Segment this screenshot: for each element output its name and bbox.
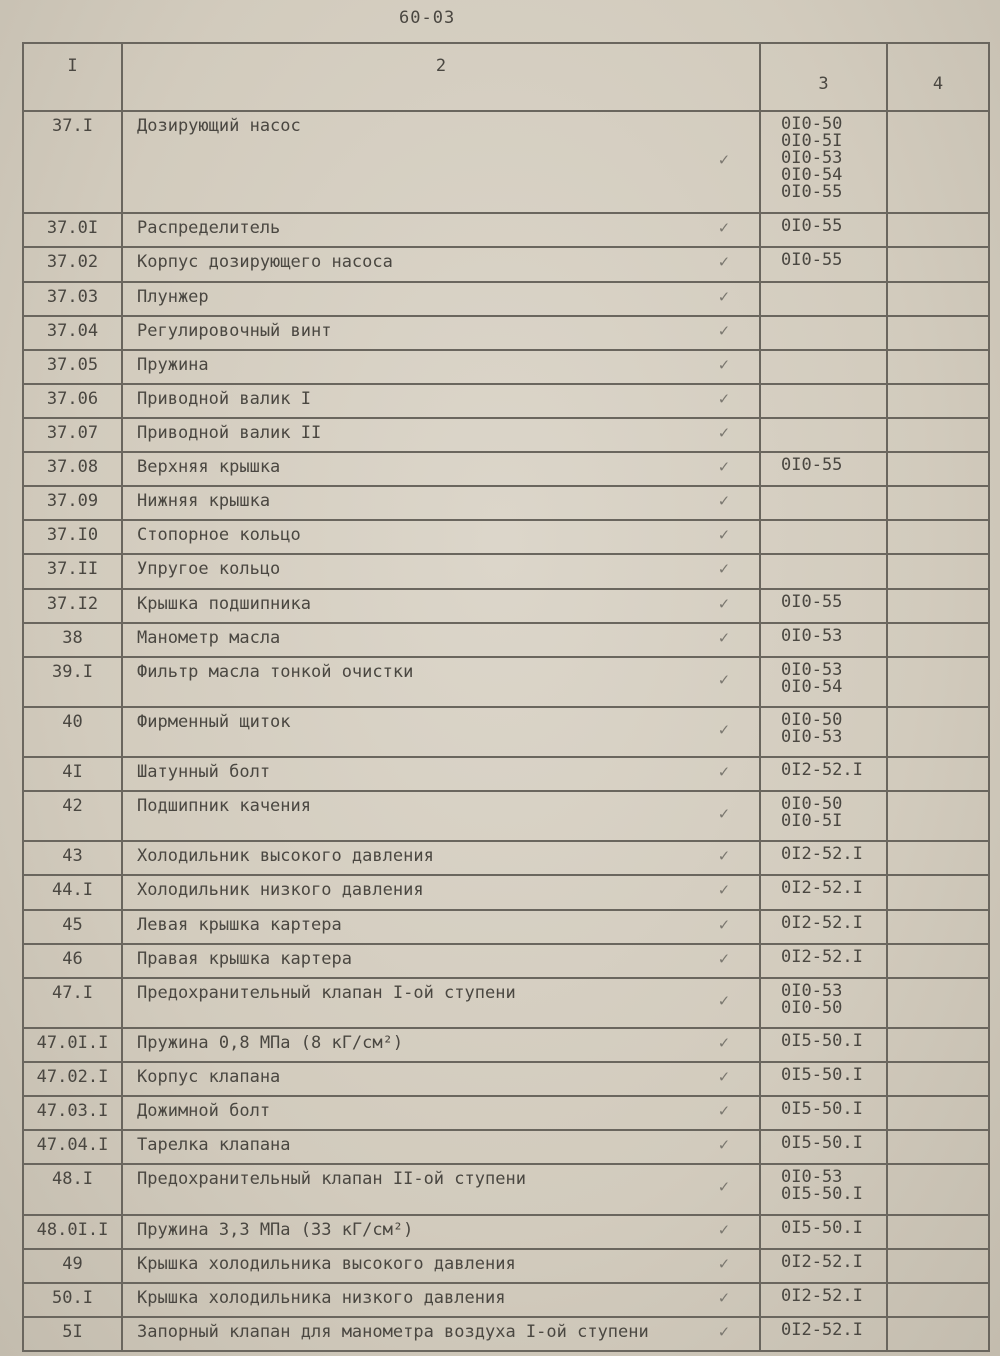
table-row	[23, 791, 989, 841]
item-codes	[760, 978, 887, 1028]
table-row	[23, 247, 989, 281]
item-name-cell	[122, 875, 760, 909]
item-name-cell	[122, 111, 760, 213]
column-4-cell	[887, 1215, 989, 1249]
item-name: Корпус клапана	[137, 1067, 281, 1088]
column-4-cell	[887, 111, 989, 213]
item-number: 37.02	[23, 247, 122, 281]
item-codes	[760, 944, 887, 978]
item-code: 0I0-55	[781, 591, 843, 612]
check-mark-icon: ✓	[718, 559, 729, 580]
item-name-cell	[122, 282, 760, 316]
item-name: Приводной валик II	[137, 422, 322, 443]
table-row	[23, 589, 989, 623]
table-row	[23, 316, 989, 350]
column-4-cell	[887, 1096, 989, 1130]
table-row	[23, 452, 989, 486]
item-codes	[760, 791, 887, 841]
item-codes	[760, 554, 887, 588]
item-name: Дозирующий насос	[137, 116, 301, 136]
item-code: 0I2-52.I	[781, 1319, 863, 1340]
check-mark-icon: ✓	[718, 1101, 729, 1122]
table-row	[23, 1130, 989, 1164]
item-code: 0I2-52.I	[781, 1285, 863, 1306]
check-mark-icon: ✓	[718, 762, 729, 783]
column-4-cell	[887, 486, 989, 520]
item-name-cell	[122, 1317, 760, 1351]
column-4-cell	[887, 1028, 989, 1062]
item-code: 0I0-53	[781, 1167, 843, 1188]
check-mark-icon: ✓	[718, 388, 729, 409]
check-mark-icon: ✓	[718, 1067, 729, 1088]
item-name: Корпус дозирующего насоса	[137, 252, 393, 273]
column-4-cell	[887, 520, 989, 554]
column-header-3: 3	[760, 43, 887, 111]
item-number: 37.09	[23, 486, 122, 520]
item-number: 47.0I.I	[23, 1028, 122, 1062]
item-name: Пружина 0,8 МПа (8 кГ/см²)	[137, 1032, 404, 1053]
item-codes	[760, 1164, 887, 1214]
item-number: 47.03.I	[23, 1096, 122, 1130]
item-number: 37.07	[23, 418, 122, 452]
item-number: 46	[23, 944, 122, 978]
item-name-cell	[122, 589, 760, 623]
item-codes	[760, 520, 887, 554]
item-number: 37.08	[23, 452, 122, 486]
table-row	[23, 520, 989, 554]
item-name-cell	[122, 978, 760, 1028]
item-name: Пружина 3,3 МПа (33 кГ/см²)	[137, 1219, 414, 1240]
table-row	[23, 1283, 989, 1317]
item-codes	[760, 1130, 887, 1164]
item-name-cell	[122, 418, 760, 452]
check-mark-icon: ✓	[718, 669, 729, 690]
table-row	[23, 1062, 989, 1096]
item-codes	[760, 486, 887, 520]
table-row	[23, 111, 989, 213]
item-code: 0I0-50	[781, 114, 843, 134]
column-4-cell	[887, 247, 989, 281]
item-number: 37.04	[23, 316, 122, 350]
item-name: Предохранительный клапан I-ой ступени	[137, 982, 516, 1003]
item-name: Крышка подшипника	[137, 593, 311, 614]
column-4-cell	[887, 910, 989, 944]
column-4-cell	[887, 350, 989, 384]
column-4-cell	[887, 1249, 989, 1283]
item-codes	[760, 910, 887, 944]
item-name: Крышка холодильника низкого давления	[137, 1287, 506, 1308]
item-code: 0I0-54	[781, 676, 843, 697]
item-codes	[760, 589, 887, 623]
item-name: Дожимной болт	[137, 1101, 271, 1122]
item-codes	[760, 1096, 887, 1130]
table-row	[23, 978, 989, 1028]
table-row	[23, 657, 989, 707]
item-code: 0I0-5I	[781, 131, 843, 151]
column-4-cell	[887, 452, 989, 486]
check-mark-icon: ✓	[718, 1177, 729, 1198]
item-name-cell	[122, 1028, 760, 1062]
check-mark-icon: ✓	[718, 457, 729, 478]
check-mark-icon: ✓	[718, 491, 729, 512]
table-row	[23, 350, 989, 384]
column-4-cell	[887, 944, 989, 978]
column-header-4: 4	[887, 43, 989, 111]
item-name-cell	[122, 657, 760, 707]
item-codes	[760, 247, 887, 281]
item-name: Манометр масла	[137, 627, 281, 648]
item-code: 0I0-55	[781, 250, 843, 271]
item-name-cell	[122, 452, 760, 486]
item-number: 43	[23, 841, 122, 875]
item-number: 48.0I.I	[23, 1215, 122, 1249]
table-row	[23, 384, 989, 418]
item-codes	[760, 350, 887, 384]
item-code: 0I0-55	[781, 182, 843, 202]
item-name: Пружина	[137, 354, 209, 375]
table-row	[23, 1028, 989, 1062]
item-code: 0I0-53	[781, 726, 843, 747]
item-name: Стопорное кольцо	[137, 525, 301, 546]
item-name-cell	[122, 1215, 760, 1249]
table-row	[23, 1164, 989, 1214]
item-number: 50.I	[23, 1283, 122, 1317]
item-codes	[760, 316, 887, 350]
item-number: 37.II	[23, 554, 122, 588]
item-codes	[760, 282, 887, 316]
item-code: 0I0-53	[781, 980, 843, 1001]
item-codes	[760, 623, 887, 657]
item-name-cell	[122, 350, 760, 384]
item-number: 37.05	[23, 350, 122, 384]
table-row	[23, 1317, 989, 1351]
check-mark-icon: ✓	[718, 990, 729, 1011]
item-name: Фирменный щиток	[137, 711, 291, 732]
item-name: Верхняя крышка	[137, 457, 281, 478]
item-codes	[760, 1249, 887, 1283]
table-header-row	[23, 43, 989, 111]
item-name-cell	[122, 520, 760, 554]
check-mark-icon: ✓	[718, 218, 729, 239]
column-4-cell	[887, 757, 989, 791]
item-code: 0I2-52.I	[781, 946, 863, 967]
check-mark-icon: ✓	[718, 914, 729, 935]
item-name-cell	[122, 757, 760, 791]
check-mark-icon: ✓	[718, 627, 729, 648]
item-code: 0I0-55	[781, 216, 843, 237]
item-codes	[760, 111, 887, 213]
item-code: 0I0-53	[781, 659, 843, 680]
item-name: Запорный клапан для манометра воздуха I-ой ступени	[137, 1321, 649, 1342]
item-number: 4I	[23, 757, 122, 791]
column-4-cell	[887, 657, 989, 707]
item-code: 0I0-53	[781, 148, 843, 168]
item-number: 37.I2	[23, 589, 122, 623]
check-mark-icon: ✓	[718, 286, 729, 307]
parts-table	[22, 42, 990, 1352]
item-name-cell	[122, 1062, 760, 1096]
item-code: 0I5-50.I	[781, 1065, 863, 1086]
item-name-cell	[122, 910, 760, 944]
table-row	[23, 1096, 989, 1130]
table-row	[23, 757, 989, 791]
table-row	[23, 707, 989, 757]
item-name: Приводной валик I	[137, 388, 311, 409]
item-number: 42	[23, 791, 122, 841]
item-number: 48.I	[23, 1164, 122, 1214]
column-4-cell	[887, 1317, 989, 1351]
column-4-cell	[887, 841, 989, 875]
column-4-cell	[887, 554, 989, 588]
check-mark-icon: ✓	[718, 150, 729, 171]
check-mark-icon: ✓	[718, 1253, 729, 1274]
item-number: 37.I0	[23, 520, 122, 554]
item-code: 0I5-50.I	[781, 1030, 863, 1051]
check-mark-icon: ✓	[718, 1219, 729, 1240]
item-name: Крышка холодильника высокого давления	[137, 1253, 516, 1274]
item-code: 0I0-50	[781, 997, 843, 1018]
item-name: Нижняя крышка	[137, 491, 271, 512]
column-4-cell	[887, 707, 989, 757]
item-name: Холодильник низкого давления	[137, 880, 424, 901]
item-name: Левая крышка картера	[137, 914, 342, 935]
item-code: 0I0-55	[781, 455, 843, 476]
item-code: 0I0-53	[781, 625, 843, 646]
table-row	[23, 875, 989, 909]
item-name-cell	[122, 1283, 760, 1317]
item-code: 0I0-54	[781, 165, 843, 185]
item-codes	[760, 841, 887, 875]
item-number: 5I	[23, 1317, 122, 1351]
table-row	[23, 1215, 989, 1249]
item-number: 47.04.I	[23, 1130, 122, 1164]
item-codes	[760, 1283, 887, 1317]
table-row	[23, 1249, 989, 1283]
check-mark-icon: ✓	[718, 354, 729, 375]
item-name: Фильтр масла тонкой очистки	[137, 661, 414, 682]
item-code: 0I2-52.I	[781, 844, 863, 865]
check-mark-icon: ✓	[718, 1135, 729, 1156]
item-name-cell	[122, 554, 760, 588]
column-header-1: I	[23, 43, 122, 111]
item-name-cell	[122, 707, 760, 757]
table-row	[23, 841, 989, 875]
item-code: 0I5-50.I	[781, 1217, 863, 1238]
item-name: Плунжер	[137, 286, 209, 307]
item-name: Регулировочный винт	[137, 320, 332, 341]
item-code: 0I2-52.I	[781, 912, 863, 933]
item-number: 44.I	[23, 875, 122, 909]
item-number: 39.I	[23, 657, 122, 707]
item-name-cell	[122, 247, 760, 281]
item-code: 0I2-52.I	[781, 760, 863, 781]
column-4-cell	[887, 384, 989, 418]
item-codes	[760, 1028, 887, 1062]
table-row	[23, 213, 989, 247]
item-name: Распределитель	[137, 218, 281, 239]
item-codes	[760, 452, 887, 486]
item-name-cell	[122, 841, 760, 875]
item-codes	[760, 757, 887, 791]
item-codes	[760, 1062, 887, 1096]
check-mark-icon: ✓	[718, 948, 729, 969]
item-number: 45	[23, 910, 122, 944]
check-mark-icon: ✓	[718, 1321, 729, 1342]
item-number: 40	[23, 707, 122, 757]
item-codes	[760, 418, 887, 452]
column-4-cell	[887, 282, 989, 316]
item-number: 47.02.I	[23, 1062, 122, 1096]
item-number: 38	[23, 623, 122, 657]
item-codes	[760, 213, 887, 247]
item-code: 0I5-50.I	[781, 1133, 863, 1154]
table-row	[23, 944, 989, 978]
item-codes	[760, 384, 887, 418]
item-codes	[760, 707, 887, 757]
item-name: Тарелка клапана	[137, 1135, 291, 1156]
column-4-cell	[887, 1130, 989, 1164]
item-number: 37.06	[23, 384, 122, 418]
item-name-cell	[122, 213, 760, 247]
item-name: Шатунный болт	[137, 762, 271, 783]
item-name-cell	[122, 1249, 760, 1283]
item-code: 0I0-50	[781, 709, 843, 730]
column-4-cell	[887, 623, 989, 657]
column-4-cell	[887, 1164, 989, 1214]
check-mark-icon: ✓	[718, 593, 729, 614]
item-code: 0I0-5I	[781, 811, 843, 832]
item-code: 0I5-50.I	[781, 1099, 863, 1120]
table-row	[23, 486, 989, 520]
column-4-cell	[887, 875, 989, 909]
item-name: Подшипник качения	[137, 796, 311, 817]
check-mark-icon: ✓	[718, 423, 729, 444]
check-mark-icon: ✓	[718, 846, 729, 867]
item-name-cell	[122, 486, 760, 520]
column-4-cell	[887, 213, 989, 247]
item-number: 37.03	[23, 282, 122, 316]
item-code: 0I0-50	[781, 794, 843, 815]
item-name-cell	[122, 316, 760, 350]
column-header-2: 2	[122, 43, 760, 111]
check-mark-icon: ✓	[718, 525, 729, 546]
item-name-cell	[122, 1130, 760, 1164]
item-code: 0I2-52.I	[781, 878, 863, 899]
item-name-cell	[122, 1096, 760, 1130]
item-name-cell	[122, 791, 760, 841]
table-row	[23, 910, 989, 944]
item-name: Упругое кольцо	[137, 559, 281, 580]
item-code: 0I2-52.I	[781, 1251, 863, 1272]
item-code: 0I5-50.I	[781, 1184, 863, 1205]
check-mark-icon: ✓	[718, 1032, 729, 1053]
item-name: Предохранительный клапан II-ой ступени	[137, 1169, 526, 1190]
item-name-cell	[122, 1164, 760, 1214]
column-4-cell	[887, 791, 989, 841]
item-number: 49	[23, 1249, 122, 1283]
item-name-cell	[122, 623, 760, 657]
column-4-cell	[887, 589, 989, 623]
item-number: 37.0I	[23, 213, 122, 247]
item-name: Холодильник высокого давления	[137, 846, 434, 867]
check-mark-icon: ✓	[718, 252, 729, 273]
item-number: 37.I	[23, 111, 122, 213]
item-codes	[760, 1215, 887, 1249]
item-codes	[760, 875, 887, 909]
item-number: 47.I	[23, 978, 122, 1028]
check-mark-icon: ✓	[718, 1287, 729, 1308]
column-4-cell	[887, 978, 989, 1028]
table-row	[23, 554, 989, 588]
check-mark-icon: ✓	[718, 719, 729, 740]
check-mark-icon: ✓	[718, 320, 729, 341]
item-name-cell	[122, 944, 760, 978]
column-4-cell	[887, 1062, 989, 1096]
check-mark-icon: ✓	[718, 804, 729, 825]
item-codes	[760, 657, 887, 707]
table-row	[23, 282, 989, 316]
item-name: Правая крышка картера	[137, 948, 352, 969]
page-number: 60-03	[399, 8, 456, 28]
column-4-cell	[887, 1283, 989, 1317]
table-row	[23, 623, 989, 657]
item-name-cell	[122, 384, 760, 418]
check-mark-icon: ✓	[718, 880, 729, 901]
table-row	[23, 418, 989, 452]
item-codes	[760, 1317, 887, 1351]
column-4-cell	[887, 418, 989, 452]
column-4-cell	[887, 316, 989, 350]
table-body	[23, 111, 989, 1351]
